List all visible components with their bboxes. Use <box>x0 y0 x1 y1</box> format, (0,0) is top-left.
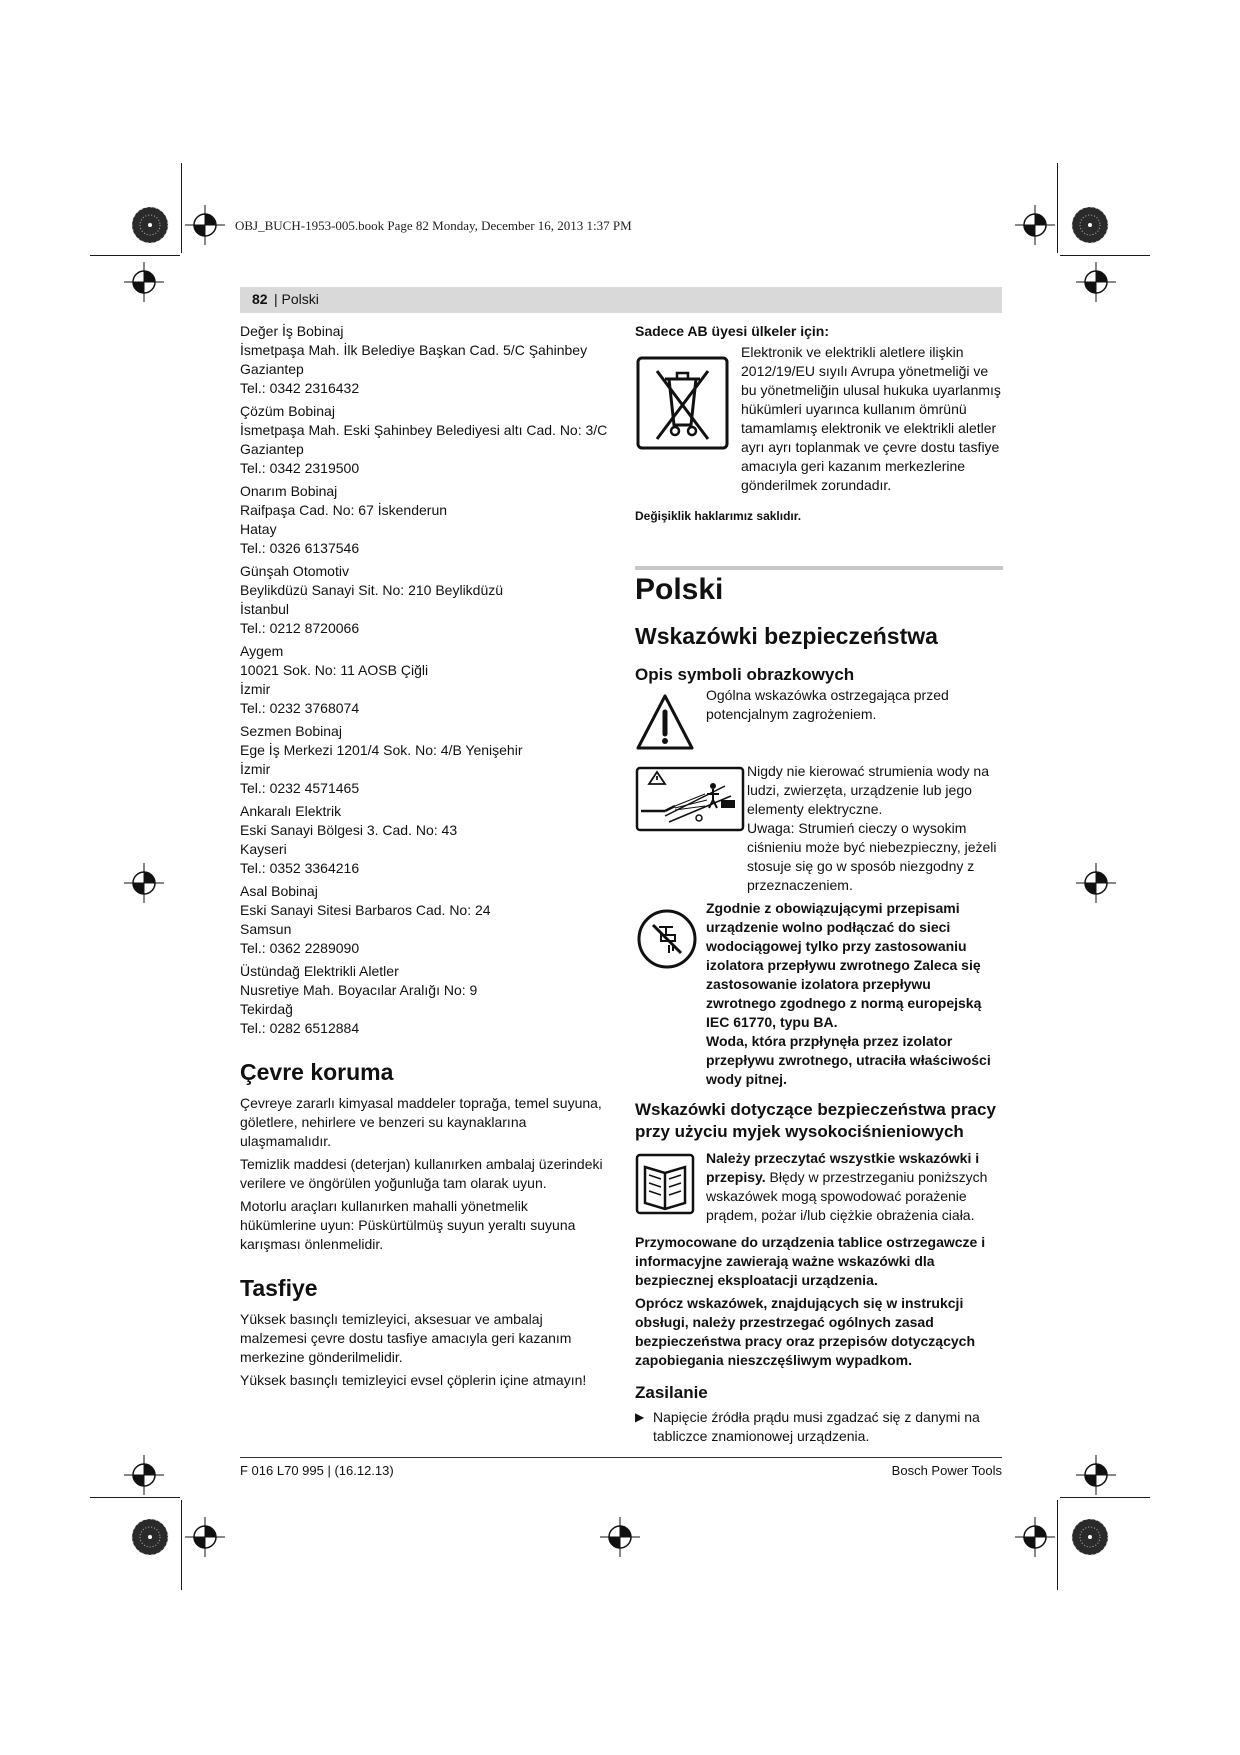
polski-heading: Polski <box>635 573 724 606</box>
dealer-entry <box>240 802 608 878</box>
registration-target-icon <box>185 1517 225 1557</box>
dealer-address: Raifpaşa Cad. No: 67 İskenderun <box>240 502 448 518</box>
dealer-name: Günşah Otomotiv <box>240 563 349 579</box>
footer-brand: Bosch Power Tools <box>891 1463 1002 1478</box>
registration-target-icon <box>124 262 164 302</box>
read-manual-rest: Błędy w przestrzeganiu poniższych wskazówek mogą spowodować porażenie prądem, pożar i/lub ciężkie obrażenia ciała. <box>706 1169 988 1223</box>
color-wheel-mark-icon <box>130 1517 170 1557</box>
left-column <box>240 322 608 1394</box>
dealer-address: Nusretiye Mah. Boyacılar Aralığı No: 9 <box>240 982 478 998</box>
page-header-band <box>240 287 1002 313</box>
dealer-address: Eski Sanayi Bölgesi 3. Cad. No: 43 <box>240 822 458 838</box>
dealer-phone: Tel.: 0342 2319500 <box>240 460 360 476</box>
symbol-row-water-jet <box>635 762 1003 895</box>
symbol-row-manual <box>635 1149 1003 1229</box>
dealer-city: İzmir <box>240 681 271 697</box>
power-supply-heading: Zasilanie <box>635 1383 708 1402</box>
registration-target-icon <box>124 863 164 903</box>
dealer-name: Asal Bobinaj <box>240 883 318 899</box>
dealer-address: İsmetpaşa Mah. Eski Şahinbey Belediyesi altı Cad. No: 3/C <box>240 422 608 438</box>
cevre-paragraph: Motorlu araçları kullanırken mahalli yönetmelik hükümlerine uyun: Püskürtülmüş suyun yeraltı suyuna karışması önlenmelidir. <box>240 1198 576 1252</box>
tasfiye-heading: Tasfiye <box>240 1275 318 1301</box>
tasfiye-paragraph: Yüksek basınçlı temizleyici, aksesuar ve ambalaj malzemesi çevre dostu tasfiye amacıyla geri kazanım merkezine gönderilmelidir. <box>240 1311 572 1365</box>
dealer-name: Çözüm Bobinaj <box>240 403 335 419</box>
ab-heading: Sadece AB üyesi ülkeler için: <box>635 323 830 339</box>
read-manual-bold: Należy przeczytać wszystkie wskazówki i przepisy. <box>706 1150 980 1185</box>
cevre-paragraph: Temizlik maddesi (deterjan) kullanırken ambalaj üzerindeki verilere ve öngörülen yoğunluğa tam olarak uyun. <box>240 1156 603 1191</box>
dealer-city: İstanbul <box>240 601 290 617</box>
dealer-phone: Tel.: 0342 2316432 <box>240 380 360 396</box>
dealer-name: Üstündağ Elektrikli Aletler <box>240 963 399 979</box>
power-supply-item <box>635 1408 1003 1446</box>
warning-triangle-icon <box>635 692 695 752</box>
warning-symbol-text: Ogólna wskazówka ostrzegająca przed potencjalnym zagrożeniem. <box>706 687 949 722</box>
dealer-address: İsmetpaşa Mah. İlk Belediye Başkan Cad. 5/C Şahinbey <box>240 342 588 358</box>
tasfiye-paragraph: Yüksek basınçlı temizleyici evsel çöplerin içine atmayın! <box>240 1372 587 1388</box>
dealer-city: Hatay <box>240 521 277 537</box>
dealer-address: Beylikdüzü Sanayi Sit. No: 210 Beylikdüzü <box>240 582 504 598</box>
dealer-name: Değer İş Bobinaj <box>240 323 344 339</box>
work-safety-heading: Wskazówki dotyczące bezpieczeństwa pracy przy użyciu myjek wysokociśnieniowych <box>635 1100 996 1141</box>
page-section-label: | Polski <box>274 291 319 307</box>
section-rule <box>635 566 1003 570</box>
dealer-address: Ege İş Merkezi 1201/4 Sok. No: 4/B Yenişehir <box>240 742 523 758</box>
cevre-paragraph: Çevreye zararlı kimyasal maddeler toprağa, temel suyuna, göletlere, nehirlere ve benzeri su kaynaklarına ulaşmamalıdır. <box>240 1095 602 1149</box>
dealer-entry <box>240 402 608 478</box>
dealer-city: Tekirdağ <box>240 1001 293 1017</box>
general-rules-paragraph: Oprócz wskazówek, znajdujących się w instrukcji obsługi, należy przestrzegać ogólnych zasad bezpieczeństwa pracy oraz przepisów dotyczących zapobiegania nieszczęśliwym wypadkom. <box>635 1295 976 1368</box>
registration-target-icon <box>1015 205 1055 245</box>
dealer-phone: Tel.: 0212 8720066 <box>240 620 360 636</box>
dealer-phone: Tel.: 0352 3364216 <box>240 860 360 876</box>
backflow-potable-note: Woda, która przpłynęła przez izolator przepływu zwrotnego, utraciła właściwości wody pitnej. <box>706 1033 991 1087</box>
dealer-entry <box>240 482 608 558</box>
book-file-header: OBJ_BUCH-1953-005.book Page 82 Monday, December 16, 2013 1:37 PM <box>235 218 632 233</box>
no-direct-water-connection-icon <box>635 907 699 971</box>
right-column <box>635 322 1003 1446</box>
crossed-bin-icon <box>635 355 730 451</box>
registration-target-icon <box>1076 1455 1116 1495</box>
page-number: 82 <box>252 291 268 307</box>
symbols-heading: Opis symboli obrazkowych <box>635 665 855 684</box>
dealer-phone: Tel.: 0362 2289090 <box>240 940 360 956</box>
warning-labels-paragraph: Przymocowane do urządzenia tablice ostrzegawcze i informacyjne zawierają ważne wskazówki dla bezpiecznej eksploatacji urządzenia. <box>635 1234 986 1288</box>
dealer-address: Eski Sanayi Sitesi Barbaros Cad. No: 24 <box>240 902 491 918</box>
rights-reserved-note: Değişiklik haklarımız saklıdır. <box>635 509 802 523</box>
bullet-arrow-icon: ▶ <box>635 1410 645 1424</box>
dealer-city: İzmir <box>240 761 271 777</box>
dealer-entry <box>240 322 608 398</box>
dealer-phone: Tel.: 0282 6512884 <box>240 1020 360 1036</box>
dealer-entry <box>240 562 608 638</box>
dealer-entry <box>240 962 608 1038</box>
color-wheel-mark-icon <box>1070 205 1110 245</box>
read-manual-text <box>706 1149 1003 1225</box>
dealer-list <box>240 322 608 1038</box>
dealer-name: Onarım Bobinaj <box>240 483 338 499</box>
footer-document-code: F 016 L70 995 | (16.12.13) <box>240 1463 394 1478</box>
cevre-heading: Çevre koruma <box>240 1059 394 1085</box>
dealer-entry <box>240 722 608 798</box>
water-jet-warning: Nigdy nie kierować strumienia wody na ludzi, zwierzęta, urządzenie lub jego elementy elektryczne. <box>747 763 989 817</box>
dealer-city: Kayseri <box>240 841 287 857</box>
registration-target-icon <box>185 205 225 245</box>
dealer-city: Samsun <box>240 921 292 937</box>
no-water-jet-at-people-icon <box>635 766 745 832</box>
weee-text: Elektronik ve elektrikli aletlere ilişkin 2012/19/EU sıyılı Avrupa yönetmeliği ve bu yönetmeliğin ulusal hukuka uyarlanmış hükümleri uyarınca kullanım ömrünü tamamlamış elektronik ve elektrikli aletler ayrı ayrı toplanmak ve çevre dostu tasfiye amacıyla geri kazanım merkezlerine gönderilmek zorundadır. <box>741 344 1001 493</box>
power-supply-text: Napięcie źródła prądu musi zgadzać się z danymi na tabliczce znamionowej urządzenia. <box>653 1409 980 1444</box>
dealer-city: Gaziantep <box>240 441 304 457</box>
registration-target-icon <box>1076 863 1116 903</box>
registration-target-icon <box>600 1517 640 1557</box>
dealer-entry <box>240 882 608 958</box>
dealer-name: Ankaralı Elektrik <box>240 803 342 819</box>
dealer-address: 10021 Sok. No: 11 AOSB Çiğli <box>240 662 429 678</box>
backflow-rule: Zgodnie z obowiązującymi przepisami urządzenie wolno podłączać do sieci wodociągowej tylko przy zastosowaniu izolatora przepływu zwrotnego Zaleca się zastosowanie izolatora przepływu zwrotnego zgodnego z normą europejską IEC 61770, typu BA. <box>706 900 982 1030</box>
registration-target-icon <box>1076 262 1116 302</box>
dealer-city: Gaziantep <box>240 361 304 377</box>
dealer-phone: Tel.: 0232 3768074 <box>240 700 360 716</box>
weee-block <box>635 343 1003 495</box>
dealer-name: Aygem <box>240 643 284 659</box>
dealer-phone: Tel.: 0232 4571465 <box>240 780 360 796</box>
color-wheel-mark-icon <box>130 205 170 245</box>
backflow-text <box>706 899 1003 1089</box>
safety-heading: Wskazówki bezpieczeństwa <box>635 623 938 649</box>
symbol-row-warning <box>635 686 1003 752</box>
water-jet-text <box>747 762 1003 895</box>
dealer-name: Sezmen Bobinaj <box>240 723 342 739</box>
water-jet-caution: Uwaga: Strumień cieczy o wysokim ciśnieniu może być niebezpieczny, jeżeli stosuje się go w sposób niezgodny z przeznaczeniem. <box>747 820 997 893</box>
dealer-entry <box>240 642 608 718</box>
page-section-name: Polski <box>281 291 319 307</box>
registration-target-icon <box>1015 1517 1055 1557</box>
registration-target-icon <box>124 1455 164 1495</box>
footer-rule <box>240 1457 1002 1458</box>
symbol-row-backflow <box>635 899 1003 1089</box>
color-wheel-mark-icon <box>1070 1517 1110 1557</box>
dealer-phone: Tel.: 0326 6137546 <box>240 540 360 556</box>
read-manual-icon <box>635 1153 695 1215</box>
